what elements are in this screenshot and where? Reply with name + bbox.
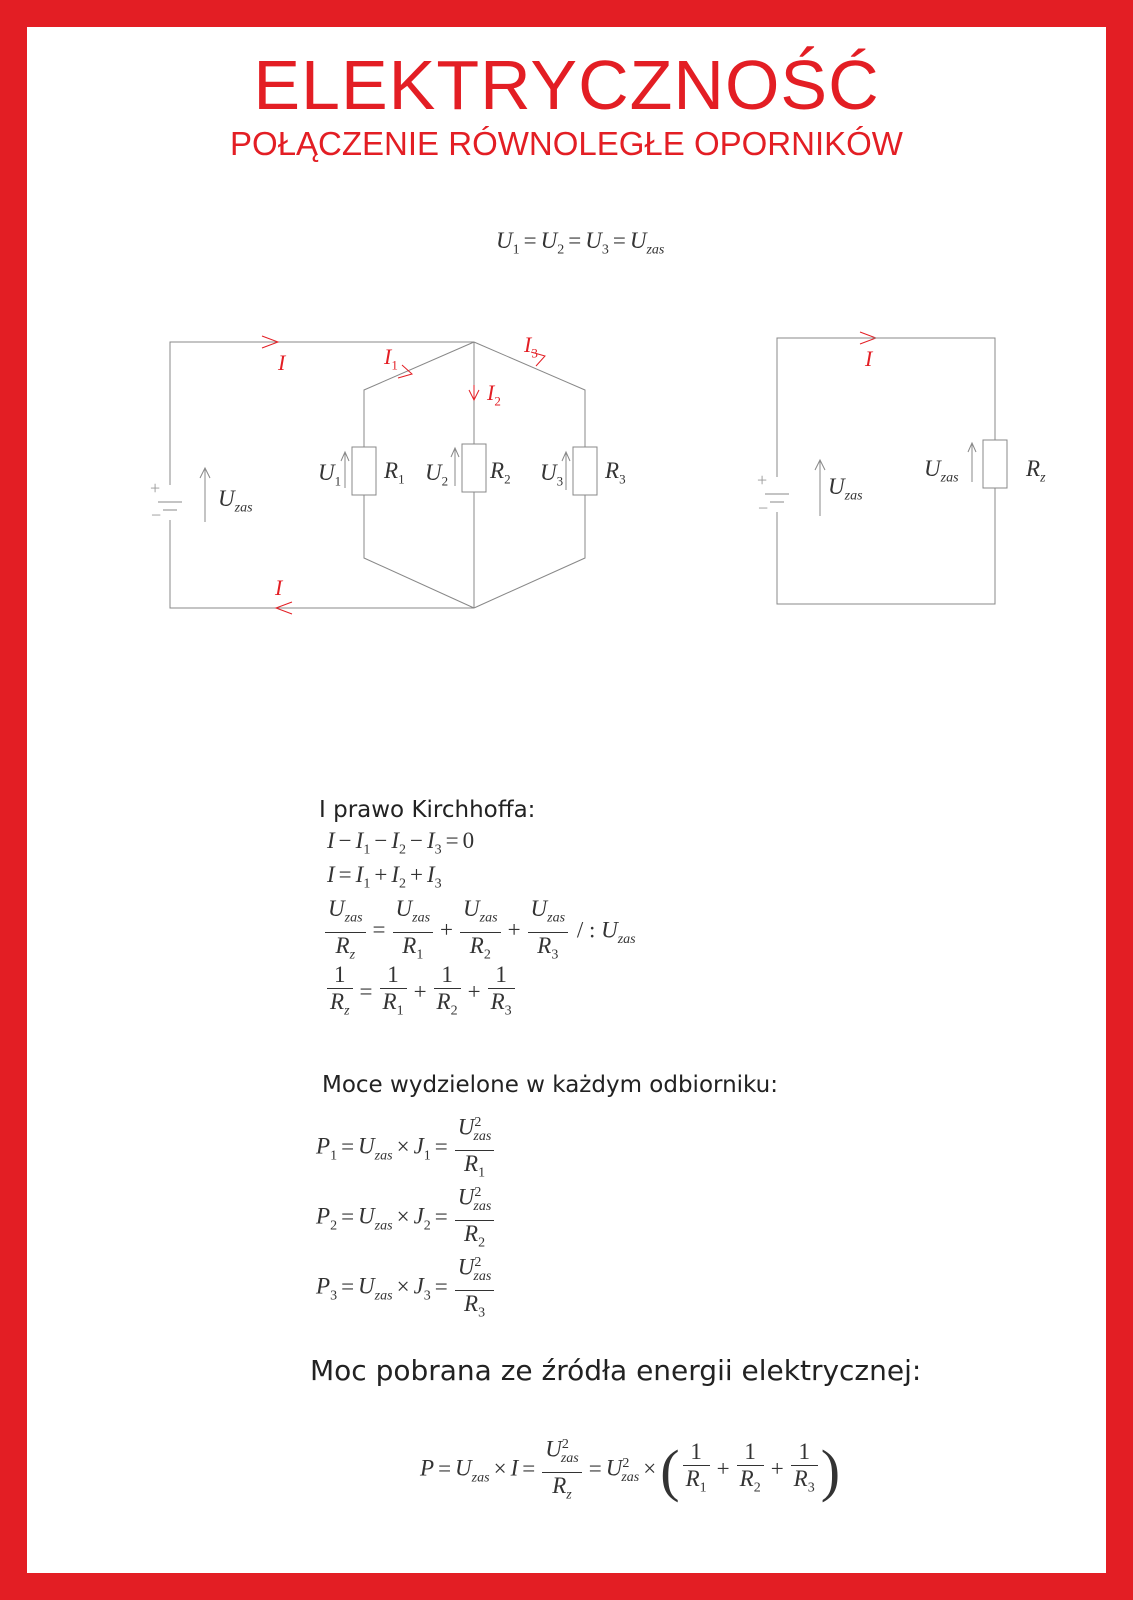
battery-plus-2: + <box>757 470 768 490</box>
power-each-heading: Moce wydzielone w każdym odbiorniku: <box>322 1072 778 1098</box>
label-i3: $I_3$ <box>524 332 538 361</box>
power-eq-3: $P_3 = U_{zas} \times J_3$ = $\frac{U^2_{zas}}{R_3}$ <box>316 1250 497 1327</box>
label-r1: $R_1$ <box>384 458 405 487</box>
power-source-eq: $P = U_{zas} \times I$ = $\frac{U^2_{zas}}{R_z}$ = $U^2_{zas}$ ×( $\frac{1}{R_1}$ + $\frac{1}{R_2}$ + $\frac{1}{R_3}$ ) <box>420 1432 840 1509</box>
label-i1: $I_1$ <box>384 344 398 373</box>
label-i-bottom: I <box>275 575 283 600</box>
resistor-r3 <box>573 447 597 495</box>
label-u3: $U_3$ <box>540 460 564 489</box>
parallel-circuit-wires <box>158 342 597 608</box>
battery-minus: − <box>151 505 162 525</box>
label-uzas: $U_{zas}$ <box>218 486 253 516</box>
poster-title: ELEKTRYCZNOŚĆ <box>253 46 880 124</box>
label-r2: $R_2$ <box>490 458 511 487</box>
resistor-r2 <box>462 444 486 492</box>
label-u2: $U_2$ <box>425 460 449 489</box>
poster-subtitle: POŁĄCZENIE RÓWNOLEGŁE OPORNIKÓW <box>230 125 903 162</box>
power-eq-2: $P_2 = U_{zas} \times J_2$ = $\frac{U^2_{zas}}{R_2}$ <box>316 1180 497 1257</box>
resistor-r1 <box>352 447 376 495</box>
equivalent-circuit-wires <box>765 338 1007 604</box>
current-arrows <box>262 332 876 614</box>
label-u1: $U_1$ <box>318 460 342 489</box>
kirchhoff-heading: I prawo Kirchhoffa: <box>319 797 536 823</box>
resistor-rz <box>983 440 1007 488</box>
label-i2: $I_2$ <box>487 380 501 409</box>
power-eq-1: $P_1 = U_{zas} \times J_1$ = $\frac{U^2_{zas}}{R_1}$ <box>316 1110 497 1187</box>
label-uzas-eq: $U_{zas}$ <box>828 474 863 504</box>
label-i-top: I <box>278 350 286 375</box>
kirchhoff-eq-4: $\frac{1}{R_z}$ = $\frac{1}{R_1}$ + $\frac{1}{R_2}$ + $\frac{1}{R_3}$ <box>324 962 518 1025</box>
battery-minus-2: − <box>758 498 769 518</box>
label-i-eq: I <box>865 346 873 371</box>
label-uzas-rz: $U_{zas}$ <box>924 456 959 486</box>
battery-plus: + <box>150 478 161 498</box>
power-source-heading: Moc pobrana ze źródła energii elektrycznej: <box>310 1354 922 1387</box>
label-r3: $R_3$ <box>605 458 626 487</box>
kirchhoff-eq-1: $I - I_1 - I_2 - I_3 = 0$ <box>327 828 475 858</box>
voltage-equality: $U_1 = U_2 = U_3 = U_{zas}$ <box>496 228 665 258</box>
kirchhoff-eq-3: $\frac{U_{zas}}{R_z}$ = $\frac{U_{zas}}{R_1}$ + $\frac{U_{zas}}{R_2}$ + $\frac{U_{zas}}{R_3}$ / : $U_{zas}$ <box>322 896 636 968</box>
label-rz: $R_z$ <box>1026 456 1046 486</box>
kirchhoff-eq-2: $I = I_1 + I_2 + I_3$ <box>327 862 442 892</box>
